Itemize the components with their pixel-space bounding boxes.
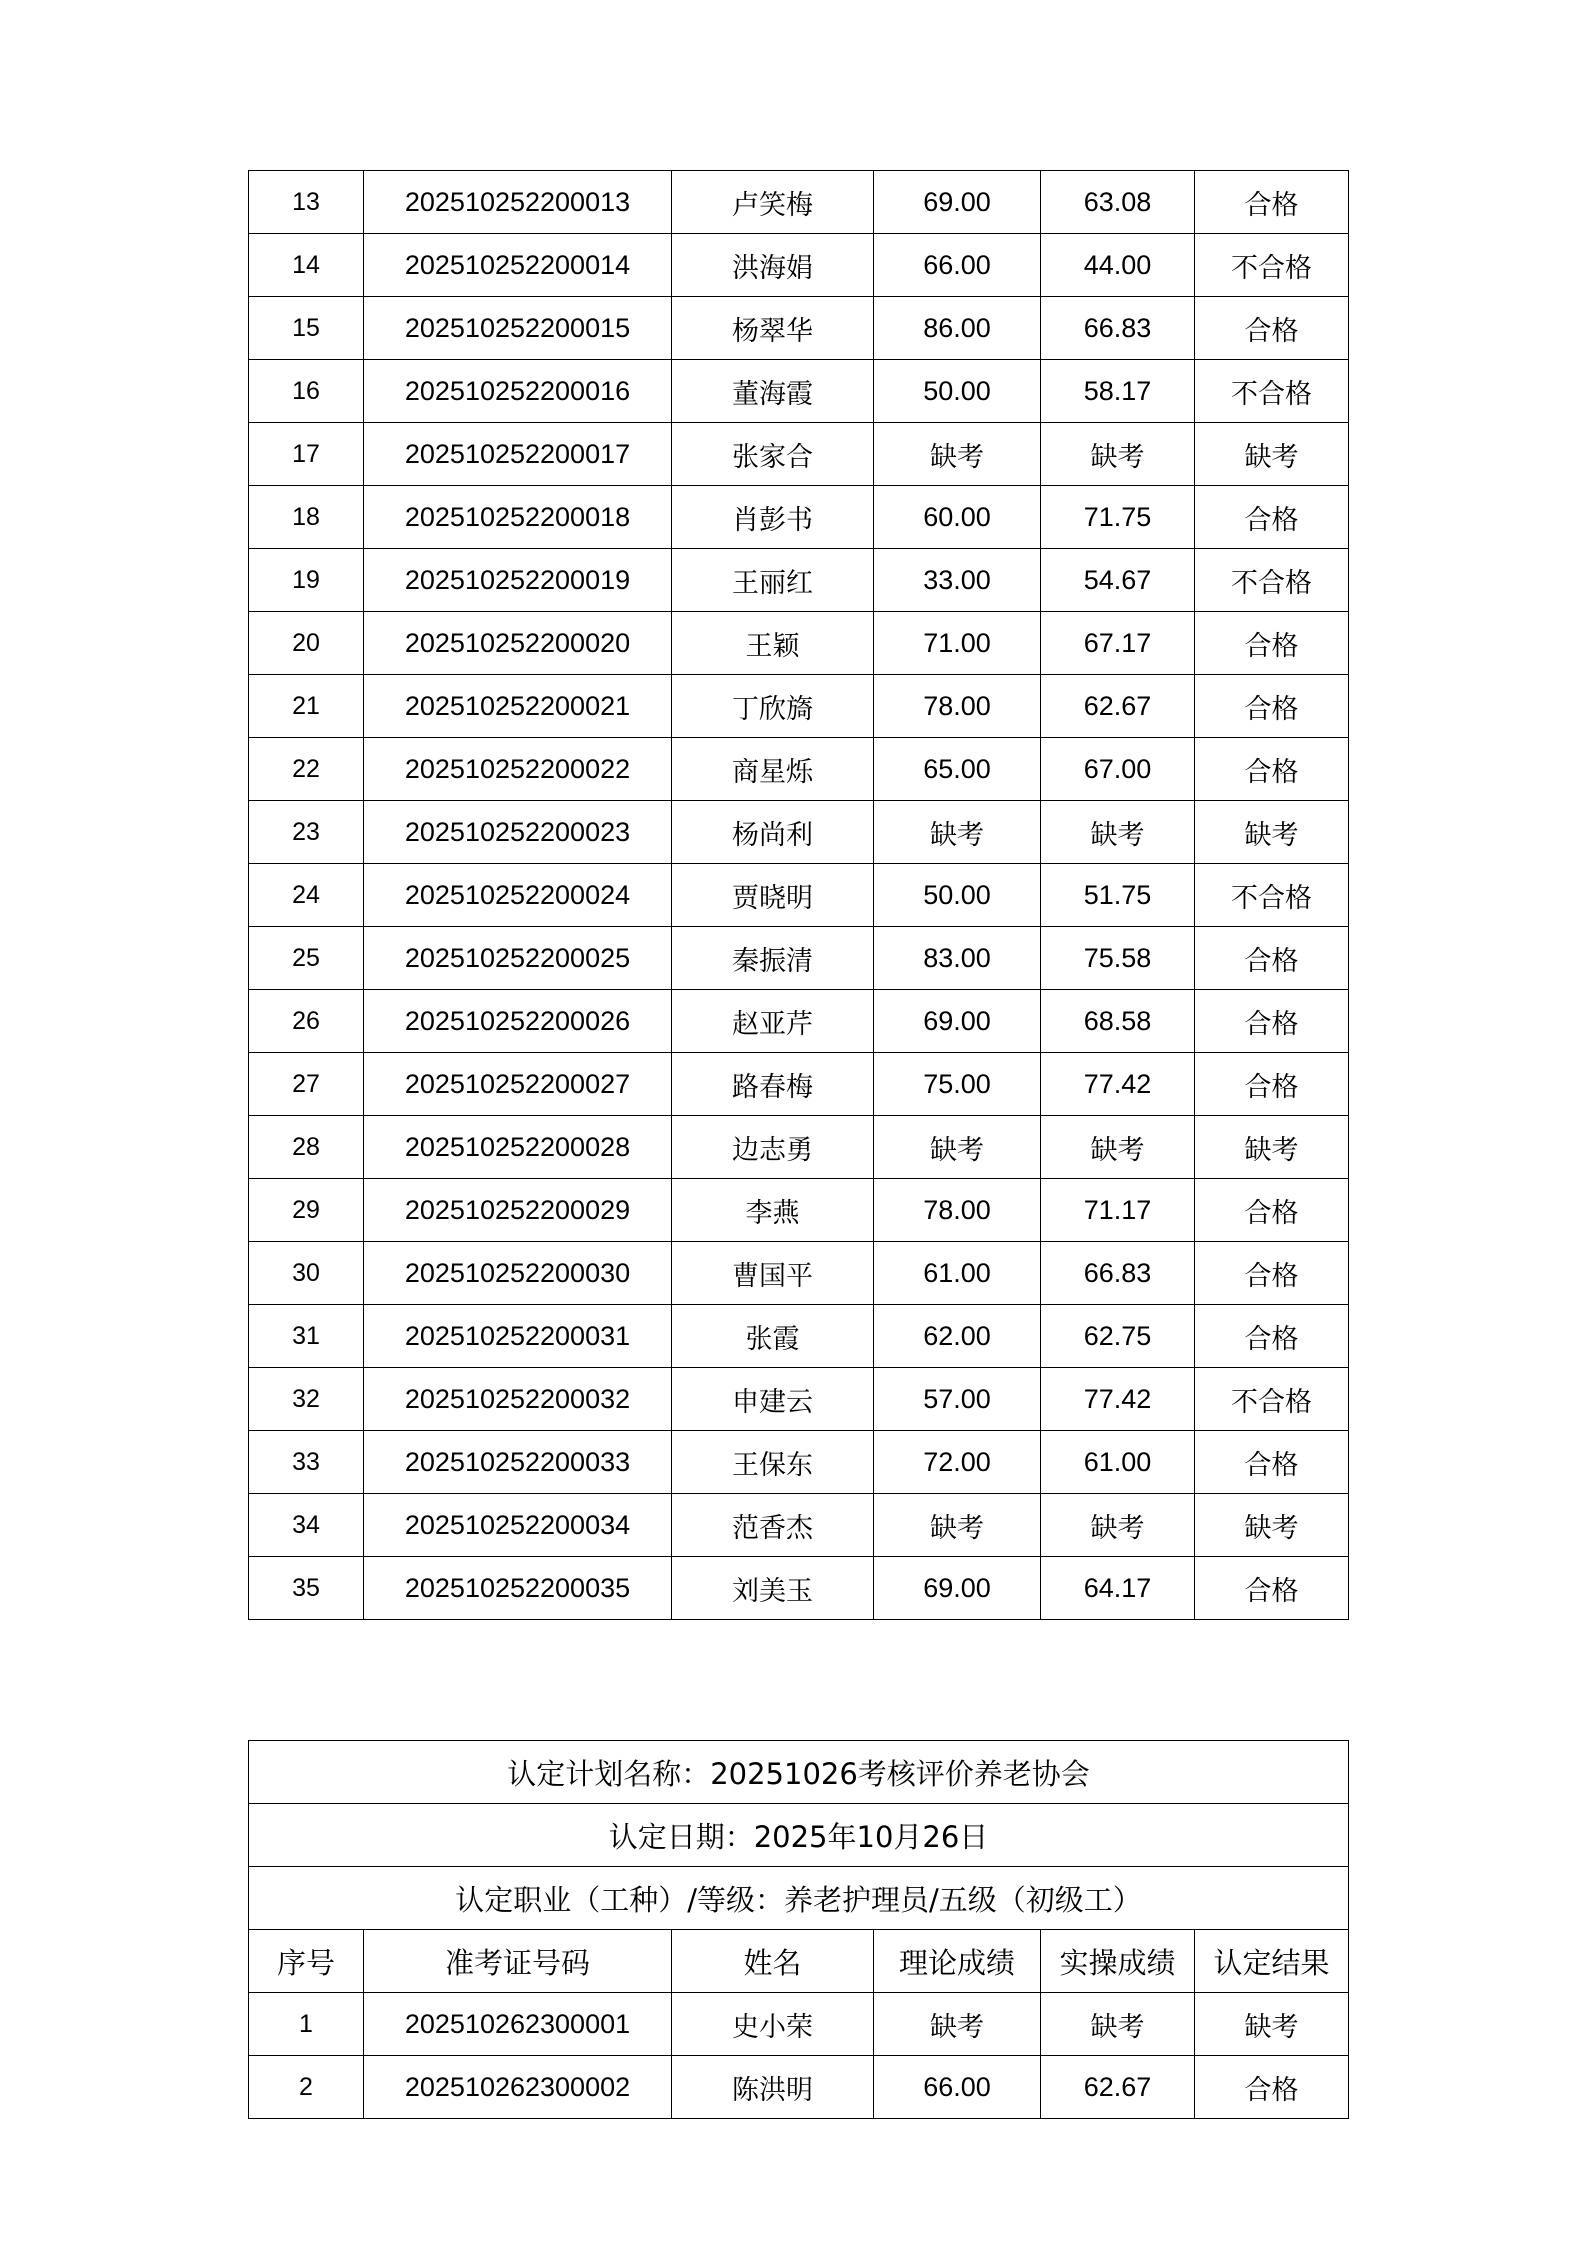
exam-id: 202510252200032 xyxy=(364,1368,672,1431)
table-row xyxy=(249,1993,1349,2056)
theory-score: 缺考 xyxy=(874,1993,1041,2056)
header-name: 姓名 xyxy=(672,1930,874,1993)
theory-score: 66.00 xyxy=(874,2056,1041,2119)
exam-id: 202510252200031 xyxy=(364,1305,672,1368)
exam-id: 202510262300002 xyxy=(364,2056,672,2119)
row-index: 28 xyxy=(249,1116,364,1179)
theory-score: 83.00 xyxy=(874,927,1041,990)
result: 缺考 xyxy=(1195,1993,1349,2056)
candidate-name: 刘美玉 xyxy=(672,1557,874,1620)
result: 合格 xyxy=(1195,2056,1349,2119)
result: 合格 xyxy=(1195,297,1349,360)
candidate-name: 秦振清 xyxy=(672,927,874,990)
exam-id: 202510252200013 xyxy=(364,171,672,234)
candidate-name: 贾晓明 xyxy=(672,864,874,927)
practical-score: 缺考 xyxy=(1041,1116,1195,1179)
result: 合格 xyxy=(1195,675,1349,738)
row-index: 13 xyxy=(249,171,364,234)
result: 不合格 xyxy=(1195,864,1349,927)
plan-name: 认定计划名称：20251026考核评价养老协会 xyxy=(249,1741,1349,1804)
table-row xyxy=(249,1053,1349,1116)
exam-id: 202510252200024 xyxy=(364,864,672,927)
exam-id: 202510252200034 xyxy=(364,1494,672,1557)
theory-score: 71.00 xyxy=(874,612,1041,675)
theory-score: 78.00 xyxy=(874,675,1041,738)
result: 合格 xyxy=(1195,1053,1349,1116)
table-row xyxy=(249,486,1349,549)
row-index: 29 xyxy=(249,1179,364,1242)
theory-score: 缺考 xyxy=(874,423,1041,486)
candidate-name: 曹国平 xyxy=(672,1242,874,1305)
table-row xyxy=(249,801,1349,864)
candidate-name: 赵亚芹 xyxy=(672,990,874,1053)
result: 合格 xyxy=(1195,612,1349,675)
table-row xyxy=(249,1431,1349,1494)
exam-id: 202510252200021 xyxy=(364,675,672,738)
practical-score: 62.67 xyxy=(1041,2056,1195,2119)
practical-score: 67.00 xyxy=(1041,738,1195,801)
score-table-body xyxy=(249,171,1349,1620)
row-index: 20 xyxy=(249,612,364,675)
practical-score: 64.17 xyxy=(1041,1557,1195,1620)
practical-score: 61.00 xyxy=(1041,1431,1195,1494)
theory-score: 60.00 xyxy=(874,486,1041,549)
exam-id: 202510262300001 xyxy=(364,1993,672,2056)
exam-id: 202510252200029 xyxy=(364,1179,672,1242)
row-index: 27 xyxy=(249,1053,364,1116)
row-index: 15 xyxy=(249,297,364,360)
exam-id: 202510252200027 xyxy=(364,1053,672,1116)
row-index: 30 xyxy=(249,1242,364,1305)
row-index: 32 xyxy=(249,1368,364,1431)
theory-score: 50.00 xyxy=(874,360,1041,423)
table-row xyxy=(249,864,1349,927)
candidate-name: 边志勇 xyxy=(672,1116,874,1179)
practical-score: 75.58 xyxy=(1041,927,1195,990)
table-row xyxy=(249,423,1349,486)
row-index: 34 xyxy=(249,1494,364,1557)
result: 不合格 xyxy=(1195,549,1349,612)
theory-score: 69.00 xyxy=(874,1557,1041,1620)
candidate-name: 丁欣旖 xyxy=(672,675,874,738)
theory-score: 缺考 xyxy=(874,801,1041,864)
candidate-name: 陈洪明 xyxy=(672,2056,874,2119)
practical-score: 58.17 xyxy=(1041,360,1195,423)
practical-score: 缺考 xyxy=(1041,1993,1195,2056)
result: 合格 xyxy=(1195,990,1349,1053)
table-row xyxy=(249,990,1349,1053)
practical-score: 71.75 xyxy=(1041,486,1195,549)
row-index: 26 xyxy=(249,990,364,1053)
exam-id: 202510252200035 xyxy=(364,1557,672,1620)
theory-score: 72.00 xyxy=(874,1431,1041,1494)
exam-id: 202510252200025 xyxy=(364,927,672,990)
row-index: 18 xyxy=(249,486,364,549)
header-practical-score: 实操成绩 xyxy=(1041,1930,1195,1993)
practical-score: 68.58 xyxy=(1041,990,1195,1053)
table-row xyxy=(249,1305,1349,1368)
exam-id: 202510252200023 xyxy=(364,801,672,864)
theory-score: 65.00 xyxy=(874,738,1041,801)
theory-score: 缺考 xyxy=(874,1116,1041,1179)
result: 缺考 xyxy=(1195,1494,1349,1557)
row-index: 19 xyxy=(249,549,364,612)
candidate-name: 商星烁 xyxy=(672,738,874,801)
theory-score: 75.00 xyxy=(874,1053,1041,1116)
table-row xyxy=(249,1557,1349,1620)
row-index: 31 xyxy=(249,1305,364,1368)
result: 合格 xyxy=(1195,738,1349,801)
theory-score: 61.00 xyxy=(874,1242,1041,1305)
candidate-name: 王颖 xyxy=(672,612,874,675)
practical-score: 62.67 xyxy=(1041,675,1195,738)
score-table-new-plan xyxy=(248,1740,1349,2119)
candidate-name: 卢笑梅 xyxy=(672,171,874,234)
table-row xyxy=(249,675,1349,738)
practical-score: 62.75 xyxy=(1041,1305,1195,1368)
result: 不合格 xyxy=(1195,360,1349,423)
exam-id: 202510252200015 xyxy=(364,297,672,360)
header-index: 序号 xyxy=(249,1930,364,1993)
table-row xyxy=(249,738,1349,801)
practical-score: 44.00 xyxy=(1041,234,1195,297)
header-row xyxy=(249,1930,1349,1993)
table-row xyxy=(249,1242,1349,1305)
row-index: 24 xyxy=(249,864,364,927)
candidate-name: 杨尚利 xyxy=(672,801,874,864)
candidate-name: 申建云 xyxy=(672,1368,874,1431)
candidate-name: 路春梅 xyxy=(672,1053,874,1116)
table-row xyxy=(249,1368,1349,1431)
table-row xyxy=(249,234,1349,297)
result: 合格 xyxy=(1195,1557,1349,1620)
candidate-name: 王丽红 xyxy=(672,549,874,612)
table-row xyxy=(249,360,1349,423)
date-row xyxy=(249,1804,1349,1867)
exam-id: 202510252200020 xyxy=(364,612,672,675)
result: 缺考 xyxy=(1195,423,1349,486)
candidate-name: 洪海娟 xyxy=(672,234,874,297)
result: 不合格 xyxy=(1195,234,1349,297)
candidate-name: 范香杰 xyxy=(672,1494,874,1557)
theory-score: 33.00 xyxy=(874,549,1041,612)
practical-score: 缺考 xyxy=(1041,1494,1195,1557)
table-row xyxy=(249,171,1349,234)
theory-score: 69.00 xyxy=(874,171,1041,234)
candidate-name: 李燕 xyxy=(672,1179,874,1242)
result: 合格 xyxy=(1195,1305,1349,1368)
theory-score: 缺考 xyxy=(874,1494,1041,1557)
result: 合格 xyxy=(1195,171,1349,234)
candidate-name: 肖彭书 xyxy=(672,486,874,549)
assessment-date: 认定日期：2025年10月26日 xyxy=(249,1804,1349,1867)
result: 不合格 xyxy=(1195,1368,1349,1431)
row-index: 23 xyxy=(249,801,364,864)
exam-id: 202510252200022 xyxy=(364,738,672,801)
candidate-name: 张家合 xyxy=(672,423,874,486)
candidate-name: 史小荣 xyxy=(672,1993,874,2056)
score-table-continued xyxy=(248,170,1349,1620)
exam-id: 202510252200030 xyxy=(364,1242,672,1305)
practical-score: 67.17 xyxy=(1041,612,1195,675)
result: 合格 xyxy=(1195,1242,1349,1305)
row-index: 2 xyxy=(249,2056,364,2119)
row-index: 25 xyxy=(249,927,364,990)
table-row xyxy=(249,1494,1349,1557)
occupation-level: 认定职业（工种）/等级：养老护理员/五级（初级工） xyxy=(249,1867,1349,1930)
header-exam-id: 准考证号码 xyxy=(364,1930,672,1993)
row-index: 17 xyxy=(249,423,364,486)
practical-score: 77.42 xyxy=(1041,1368,1195,1431)
exam-id: 202510252200016 xyxy=(364,360,672,423)
practical-score: 77.42 xyxy=(1041,1053,1195,1116)
theory-score: 78.00 xyxy=(874,1179,1041,1242)
table-row xyxy=(249,2056,1349,2119)
row-index: 21 xyxy=(249,675,364,738)
theory-score: 66.00 xyxy=(874,234,1041,297)
theory-score: 50.00 xyxy=(874,864,1041,927)
theory-score: 62.00 xyxy=(874,1305,1041,1368)
table-row xyxy=(249,612,1349,675)
plan-name-row xyxy=(249,1741,1349,1804)
row-index: 35 xyxy=(249,1557,364,1620)
exam-id: 202510252200018 xyxy=(364,486,672,549)
exam-id: 202510252200017 xyxy=(364,423,672,486)
theory-score: 86.00 xyxy=(874,297,1041,360)
score-table-body xyxy=(249,1993,1349,2119)
exam-id: 202510252200019 xyxy=(364,549,672,612)
occupation-row xyxy=(249,1867,1349,1930)
practical-score: 66.83 xyxy=(1041,1242,1195,1305)
practical-score: 63.08 xyxy=(1041,171,1195,234)
practical-score: 54.67 xyxy=(1041,549,1195,612)
result: 缺考 xyxy=(1195,801,1349,864)
table-row xyxy=(249,1179,1349,1242)
result: 合格 xyxy=(1195,927,1349,990)
result: 合格 xyxy=(1195,1431,1349,1494)
candidate-name: 董海霞 xyxy=(672,360,874,423)
exam-id: 202510252200026 xyxy=(364,990,672,1053)
candidate-name: 王保东 xyxy=(672,1431,874,1494)
exam-id: 202510252200033 xyxy=(364,1431,672,1494)
practical-score: 缺考 xyxy=(1041,423,1195,486)
exam-id: 202510252200014 xyxy=(364,234,672,297)
table-row xyxy=(249,297,1349,360)
practical-score: 缺考 xyxy=(1041,801,1195,864)
row-index: 16 xyxy=(249,360,364,423)
header-result: 认定结果 xyxy=(1195,1930,1349,1993)
practical-score: 51.75 xyxy=(1041,864,1195,927)
theory-score: 57.00 xyxy=(874,1368,1041,1431)
result: 合格 xyxy=(1195,486,1349,549)
practical-score: 71.17 xyxy=(1041,1179,1195,1242)
row-index: 14 xyxy=(249,234,364,297)
candidate-name: 张霞 xyxy=(672,1305,874,1368)
practical-score: 66.83 xyxy=(1041,297,1195,360)
table-row xyxy=(249,549,1349,612)
candidate-name: 杨翠华 xyxy=(672,297,874,360)
table-row xyxy=(249,927,1349,990)
result: 合格 xyxy=(1195,1179,1349,1242)
header-theory-score: 理论成绩 xyxy=(874,1930,1041,1993)
row-index: 1 xyxy=(249,1993,364,2056)
row-index: 33 xyxy=(249,1431,364,1494)
row-index: 22 xyxy=(249,738,364,801)
result: 缺考 xyxy=(1195,1116,1349,1179)
theory-score: 69.00 xyxy=(874,990,1041,1053)
exam-id: 202510252200028 xyxy=(364,1116,672,1179)
table-row xyxy=(249,1116,1349,1179)
